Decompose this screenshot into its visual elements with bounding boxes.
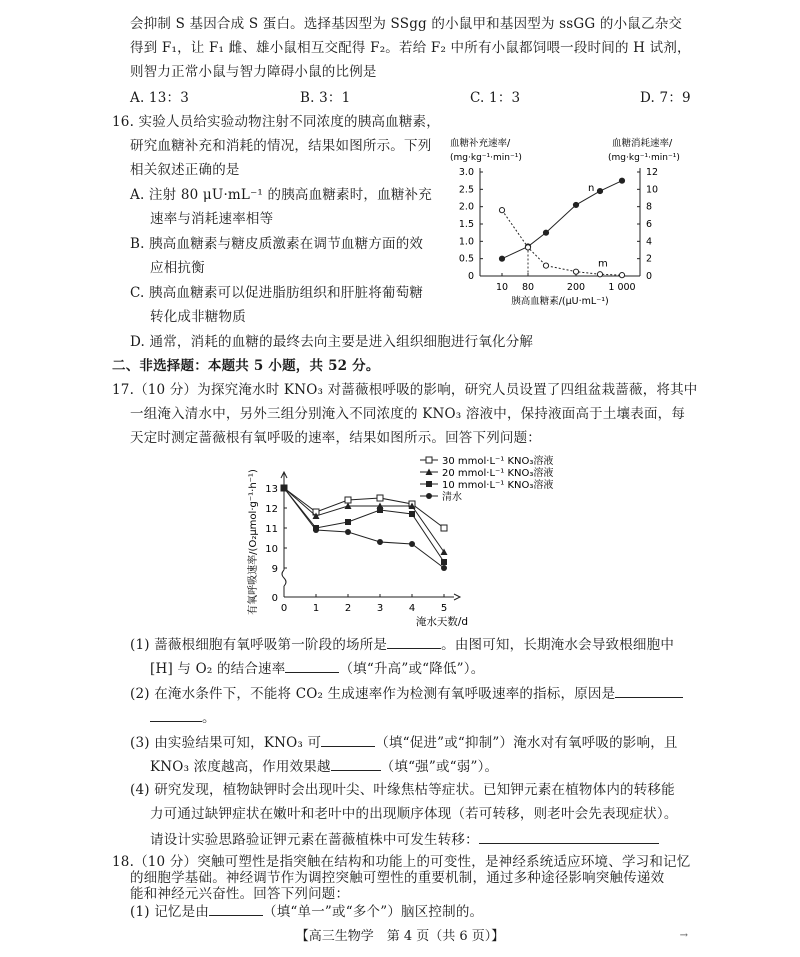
point-filled-circle [441,565,447,571]
x-tick-label: 3 [376,603,384,614]
right-tick-label: 12 [646,167,659,178]
y-tick-label: 11 [265,524,278,535]
q17-part-4-line-1: (4) 研究发现，植物缺钾时会出现叶尖、叶缘焦枯等症状。已知钾元素在植物体内的转移能 [130,782,675,798]
q17-stem-3: 天定时测定蔷薇根有氧呼吸的速率，结果如图所示。回答下列问题： [130,430,541,446]
left-tick-label: 0.5 [458,253,474,265]
left-tick-label: 0 [467,271,474,282]
q18-part-1-text-b: （填“单一”或“多个”）脑区控制的。 [263,904,484,920]
point-filled-circle [281,485,287,491]
q17-blank-7[interactable] [479,829,659,844]
x-axis-title: 胰高血糖素/(μU·mL⁻¹) [511,296,609,307]
legend-label: 10 mmol·L⁻¹ KNO₃溶液 [442,480,554,491]
q15-line-2: 得到 F₁，让 F₁ 雌、雄小鼠相互交配得 F₂。若给 F₂ 中所有小鼠都饲喂一段时间的 H 试剂， [130,40,691,56]
q16-option-d: D. 通常，消耗的血糖的最终去向主要是进入组织细胞进行氧化分解 [130,334,534,350]
q17-part-1-text-a: (1) 蔷薇根细胞有氧呼吸第一阶段的场所是 [130,637,388,653]
right-tick-label: 0 [646,271,653,282]
q16-stem-2: 研究血糖补充和消耗的情况，结果如图所示。下列 [130,138,432,154]
series-line-n [502,181,622,259]
q18-part-1-line [130,901,483,921]
y-tick-label: 12 [265,504,278,515]
x-tick-label: 200 [566,282,586,293]
legend-marker [426,481,432,487]
x-tick-label: 2 [344,603,352,614]
right-axis-title: 血糖消耗速率/ [612,138,673,149]
q16-stem-1: 16. 实验人员给实验动物注射不同浓度的胰高血糖素， [112,114,440,130]
q17-blank-5[interactable] [321,732,375,747]
q16-option-a-2: 速率与消耗速率相等 [150,211,274,227]
point-n [619,178,624,183]
q18-stem-2: 的细胞学基础。神经调节作为调控突触可塑性的重要机制，通过多种途径影响突触传递效 [130,870,665,886]
q17-blank-4[interactable] [150,707,202,722]
x-tick-label: 80 [521,282,535,293]
q17-part-3-text-a: (3) 由实验结果可知，KNO₃ 可 [130,735,322,751]
x-tick-label: 0 [280,603,288,614]
point-filled-square [441,559,447,565]
y-tick-label: 13 [265,484,278,495]
left-tick-label: 2.5 [458,184,474,196]
point-triangle [441,549,448,556]
q15-option-a: A. 13：3 [130,90,189,106]
point-filled-square [345,519,351,525]
q17-blank-3[interactable] [615,683,683,698]
x-axis-arrow [454,594,460,600]
right-tick-label: 4 [646,236,653,248]
left-axis-unit: (mg·kg⁻¹·min⁻¹) [450,153,522,163]
right-tick-label: 2 [646,253,653,265]
point-m [499,208,504,213]
left-tick-label: 1.0 [458,236,474,248]
q16-option-a-1: A. 注射 80 μU·mL⁻¹ 的胰高血糖素时，血糖补充 [130,187,432,203]
q17-part-2-line-2 [150,707,216,727]
x-tick-label: 1 [312,603,320,614]
y-axis-title: 有氧呼吸速率/(O₂μmol·g⁻¹·h⁻¹) [248,469,259,615]
q17-stem-2: 一组淹入清水中，另外三组分别淹入不同浓度的 KNO₃ 溶液中，保持液面高于土壤表面，每 [130,406,686,422]
legend-label: 20 mmol·L⁻¹ KNO₃溶液 [442,468,554,479]
point-n [543,230,548,235]
q15-option-d: D. 7：9 [640,90,691,106]
legend-label: 30 mmol·L⁻¹ KNO₃溶液 [442,456,554,467]
q15-line-3: 则智力正常小鼠与智力障碍小鼠的比例是 [130,64,377,80]
q17-part-2-text-a: (2) 在淹水条件下，不能将 CO₂ 生成速率作为检测有氧呼吸速率的指标，原因是 [130,686,616,702]
q16-option-b-2: 应相抗衡 [150,260,205,276]
q17-part-3-text-b: （填“促进”或“抑制”）淹水对有氧呼吸的影响，且 [375,735,678,751]
x-tick-label: 10 [495,282,509,293]
legend-label: 清水 [442,492,462,503]
x-tick-label: 1 000 [608,282,636,293]
legend-marker [426,493,432,499]
point-n [573,202,578,207]
y-tick-label: 10 [265,544,278,555]
series-line-3 [284,488,444,568]
q16-option-c-2: 转化成非糖物质 [150,309,246,325]
q17-part-2-text-b: 。 [202,710,216,726]
point-n [597,188,602,193]
point-m [543,263,548,268]
q15-line-1: 会抑制 S 基因合成 S 蛋白。选择基因型为 SSgg 的小鼠甲和基因型为 ssGG 的小鼠乙杂交 [130,16,683,32]
glucagon-chart [440,120,700,307]
q17-part-1-text-c: [H] 与 O₂ 的结合速率 [150,661,286,677]
x-axis-title: 淹水天数/d [415,616,469,628]
point-filled-circle [345,529,351,535]
q16-option-c-1: C. 胰高血糖素可以促进脂肪组织和肝脏将葡萄糖 [130,285,424,301]
x-tick-label: 4 [408,603,416,614]
q15-option-b: B. 3：1 [300,90,351,106]
point-n [499,256,504,261]
q18-part-1-text-a: (1) 记忆是由 [130,904,210,920]
footer-text: 【高三生物学 第 4 页（共 6 页）】 [295,929,505,944]
left-axis-title: 血糖补充速率/ [450,138,511,149]
q17-part-3-text-c: KNO₃ 浓度越高，作用效果越 [150,759,331,775]
q17-blank-2[interactable] [285,658,339,673]
point-m [573,269,578,274]
q17-part-3-text-d: （填“强”或“弱”）。 [380,759,499,775]
point-m [619,273,624,278]
q17-blank-6[interactable] [331,756,381,771]
point-m [597,272,602,277]
q17-blank-1[interactable] [387,634,441,649]
q16-option-b-1: B. 胰高血糖素与糖皮质激素在调节血糖方面的效 [130,236,424,252]
q17-part-4-line-2: 力可通过缺钾症状在嫩叶和老叶中的出现顺序体现（若可转移，则老叶会先表现症状）。 [150,806,678,822]
q17-stem-1: 17.（10 分）为探究淹水时 KNO₃ 对蔷薇根呼吸的影响，研究人员设置了四组盆栽蔷薇，将其中 [112,382,698,398]
series-line-0 [284,488,444,528]
section-2-heading: 二、非选择题：本题共 5 小题，共 52 分。 [112,358,380,374]
y-tick-label: 9 [271,564,278,575]
q16-stem-3: 相关叙述正确的是 [130,162,240,178]
x-tick-label: 5 [440,603,448,614]
q18-stem-1: 18.（10 分）突触可塑性是指突触在结构和功能上的可变性，是神经系统适应环境、学习和记忆 [112,854,691,870]
q18-stem-3: 能和神经元兴奋性。回答下列问题： [130,886,350,902]
point-filled-circle [313,527,319,533]
series-label-m: m [598,258,608,270]
point-filled-circle [377,539,383,545]
left-tick-label: 1.5 [458,219,474,230]
q17-part-2-line-1 [130,683,683,703]
q17-part-3-line-1 [130,732,678,752]
left-tick-label: 3.0 [458,167,474,178]
right-tick-label: 8 [646,201,653,213]
point-filled-square [409,511,415,517]
q17-part-1-text-d: （填“升高”或“降低”）。 [339,661,485,677]
point-open-square [441,525,447,531]
right-tick-label: 10 [646,184,659,196]
y-axis-break [282,570,286,586]
q17-part-1-text-b: 。由图可知，长期淹水会导致根细胞中 [441,637,675,653]
q17-part-4-line-3 [150,829,659,849]
point-open-square [345,497,351,503]
q17-part-4-text-c: 请设计实验思路验证钾元素在蔷薇植株中可发生转移： [150,832,479,848]
q17-part-1-line-2 [150,658,484,678]
y-tick-label: 0 [271,593,278,604]
point-open-square [377,495,383,501]
q18-blank-1[interactable] [209,901,263,916]
respiration-chart [230,452,590,632]
legend-marker [426,457,432,463]
right-tick-label: 6 [646,219,653,230]
corner-mark: → [679,930,688,941]
q15-option-c: C. 1：3 [470,90,521,106]
point-filled-square [377,507,383,513]
series-label-n: n [588,182,595,194]
q17-part-1-line-1 [130,634,674,654]
right-axis-unit: (mg·kg⁻¹·min⁻¹) [608,153,680,163]
point-m [525,245,530,250]
q17-part-3-line-2 [150,756,498,776]
point-filled-circle [409,541,415,547]
left-tick-label: 2.0 [458,201,474,213]
